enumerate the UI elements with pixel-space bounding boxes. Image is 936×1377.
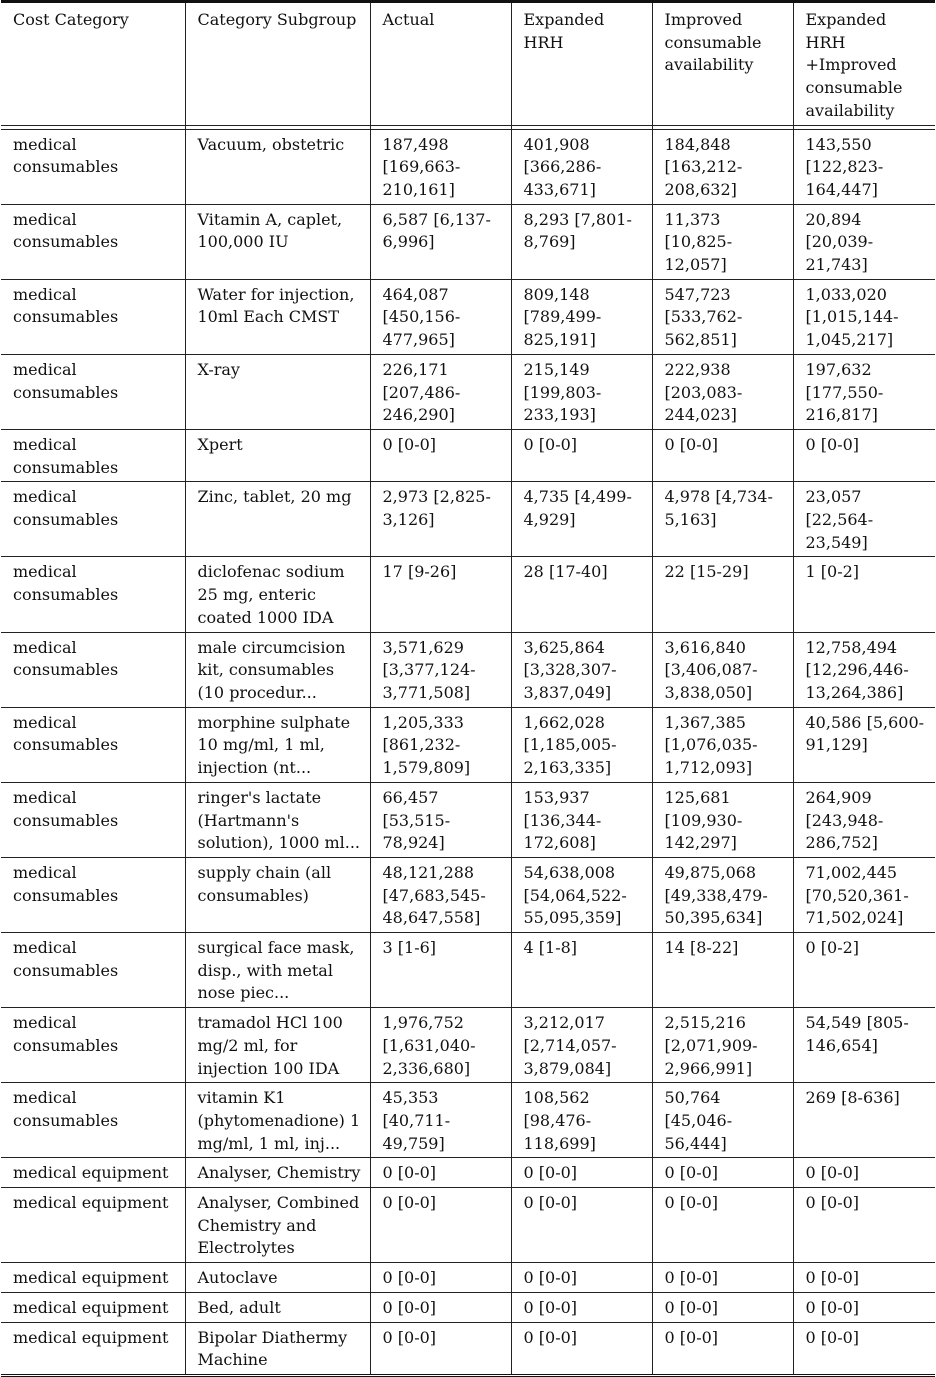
- cell-category-subgroup: male circumcision kit, consumables (10 procedur...: [185, 632, 370, 707]
- cell-category-subgroup: Bipolar Diathermy Machine: [185, 1322, 370, 1375]
- cell-expanded-hrh: 8,293 [7,801-8,769]: [511, 204, 652, 279]
- cell-cost-category: medical consumables: [1, 782, 185, 857]
- cell-actual: 0 [0-0]: [370, 1158, 511, 1188]
- cell-expanded-hrh: 1,662,028 [1,185,005-2,163,335]: [511, 707, 652, 782]
- cell-improved-consumable-availability: 50,764 [45,046-56,444]: [652, 1083, 793, 1158]
- cell-expanded-hrh: 0 [0-0]: [511, 429, 652, 481]
- cell-expanded-hrh: 401,908 [366,286-433,671]: [511, 129, 652, 204]
- cell-category-subgroup: vitamin K1 (phytomenadione) 1 mg/ml, 1 ml, inj...: [185, 1083, 370, 1158]
- table-row: [1, 933, 935, 1008]
- cell-cost-category: medical consumables: [1, 933, 185, 1008]
- table-row: [1, 1322, 935, 1375]
- cell-expanded-hrh-improved-consumable-availability: 40,586 [5,600-91,129]: [793, 707, 935, 782]
- cell-cost-category: medical consumables: [1, 707, 185, 782]
- table-row: [1, 1008, 935, 1083]
- cell-cost-category: medical consumables: [1, 1083, 185, 1158]
- cell-expanded-hrh: 108,562 [98,476-118,699]: [511, 1083, 652, 1158]
- cell-expanded-hrh: 215,149 [199,803-233,193]: [511, 354, 652, 429]
- cell-expanded-hrh-improved-consumable-availability: 0 [0-0]: [793, 429, 935, 481]
- cell-actual: 17 [9-26]: [370, 557, 511, 632]
- cell-cost-category: medical consumables: [1, 279, 185, 354]
- header-actual: Actual: [370, 2, 511, 126]
- cell-expanded-hrh-improved-consumable-availability: 71,002,445 [70,520,361-71,502,024]: [793, 857, 935, 932]
- cell-actual: 2,973 [2,825-3,126]: [370, 482, 511, 557]
- header-row: [1, 2, 935, 126]
- table-row: [1, 1158, 935, 1188]
- cell-expanded-hrh-improved-consumable-availability: 0 [0-2]: [793, 933, 935, 1008]
- cell-expanded-hrh-improved-consumable-availability: 197,632 [177,550-216,817]: [793, 354, 935, 429]
- cell-category-subgroup: Autoclave: [185, 1263, 370, 1293]
- cell-category-subgroup: Vitamin A, caplet, 100,000 IU: [185, 204, 370, 279]
- cell-category-subgroup: Vacuum, obstetric: [185, 129, 370, 204]
- cell-expanded-hrh-improved-consumable-availability: 54,549 [805-146,654]: [793, 1008, 935, 1083]
- cell-expanded-hrh: 54,638,008 [54,064,522-55,095,359]: [511, 857, 652, 932]
- cell-expanded-hrh-improved-consumable-availability: 0 [0-0]: [793, 1188, 935, 1263]
- cell-expanded-hrh: 4 [1-8]: [511, 933, 652, 1008]
- cell-expanded-hrh-improved-consumable-availability: 23,057 [22,564-23,549]: [793, 482, 935, 557]
- cell-improved-consumable-availability: 22 [15-29]: [652, 557, 793, 632]
- cell-actual: 0 [0-0]: [370, 1188, 511, 1263]
- cell-cost-category: medical consumables: [1, 204, 185, 279]
- cell-improved-consumable-availability: 3,616,840 [3,406,087-3,838,050]: [652, 632, 793, 707]
- cell-expanded-hrh: 0 [0-0]: [511, 1322, 652, 1375]
- cell-improved-consumable-availability: 14 [8-22]: [652, 933, 793, 1008]
- cell-expanded-hrh: 0 [0-0]: [511, 1188, 652, 1263]
- table-row: [1, 1083, 935, 1158]
- cell-expanded-hrh-improved-consumable-availability: 269 [8-636]: [793, 1083, 935, 1158]
- cell-expanded-hrh-improved-consumable-availability: 1,033,020 [1,015,144-1,045,217]: [793, 279, 935, 354]
- cell-actual: 66,457 [53,515-78,924]: [370, 782, 511, 857]
- cell-expanded-hrh: 3,212,017 [2,714,057-3,879,084]: [511, 1008, 652, 1083]
- cell-expanded-hrh-improved-consumable-availability: 0 [0-0]: [793, 1263, 935, 1293]
- cell-expanded-hrh-improved-consumable-availability: 0 [0-0]: [793, 1322, 935, 1375]
- cell-expanded-hrh-improved-consumable-availability: 0 [0-0]: [793, 1292, 935, 1322]
- cell-category-subgroup: Analyser, Combined Chemistry and Electrolytes: [185, 1188, 370, 1263]
- cell-category-subgroup: morphine sulphate 10 mg/ml, 1 ml, injection (nt...: [185, 707, 370, 782]
- table-row: [1, 557, 935, 632]
- cell-expanded-hrh: 3,625,864 [3,328,307-3,837,049]: [511, 632, 652, 707]
- table-row: [1, 482, 935, 557]
- cell-actual: 464,087 [450,156-477,965]: [370, 279, 511, 354]
- table-header: [1, 2, 935, 130]
- cell-actual: 3 [1-6]: [370, 933, 511, 1008]
- cell-cost-category: medical equipment: [1, 1263, 185, 1293]
- cell-actual: 0 [0-0]: [370, 429, 511, 481]
- cell-improved-consumable-availability: 0 [0-0]: [652, 1322, 793, 1375]
- header-improved-consumable-availability: Improved consumable availability: [652, 2, 793, 126]
- cell-actual: 187,498 [169,663-210,161]: [370, 129, 511, 204]
- cell-expanded-hrh-improved-consumable-availability: 12,758,494 [12,296,446-13,264,386]: [793, 632, 935, 707]
- header-expanded-hrh: Expanded HRH: [511, 2, 652, 126]
- cell-improved-consumable-availability: 0 [0-0]: [652, 1292, 793, 1322]
- cell-cost-category: medical consumables: [1, 1008, 185, 1083]
- cell-cost-category: medical equipment: [1, 1322, 185, 1375]
- cell-actual: 0 [0-0]: [370, 1263, 511, 1293]
- table-row: [1, 279, 935, 354]
- cell-expanded-hrh: 0 [0-0]: [511, 1158, 652, 1188]
- table-row: [1, 857, 935, 932]
- cell-category-subgroup: ringer's lactate (Hartmann's solution), 1000 ml...: [185, 782, 370, 857]
- cell-actual: 1,205,333 [861,232-1,579,809]: [370, 707, 511, 782]
- cell-cost-category: medical consumables: [1, 857, 185, 932]
- cell-actual: 48,121,288 [47,683,545-48,647,558]: [370, 857, 511, 932]
- cell-cost-category: medical consumables: [1, 557, 185, 632]
- cell-category-subgroup: surgical face mask, disp., with metal nose piec...: [185, 933, 370, 1008]
- cell-improved-consumable-availability: 222,938 [203,083-244,023]: [652, 354, 793, 429]
- cell-expanded-hrh: 28 [17-40]: [511, 557, 652, 632]
- cell-actual: 45,353 [40,711-49,759]: [370, 1083, 511, 1158]
- cell-actual: 1,976,752 [1,631,040-2,336,680]: [370, 1008, 511, 1083]
- table-row: [1, 354, 935, 429]
- cell-actual: 3,571,629 [3,377,124-3,771,508]: [370, 632, 511, 707]
- table-row: [1, 1263, 935, 1293]
- table-row: [1, 204, 935, 279]
- cell-category-subgroup: Analyser, Chemistry: [185, 1158, 370, 1188]
- cell-category-subgroup: Water for injection, 10ml Each CMST: [185, 279, 370, 354]
- cell-improved-consumable-availability: 49,875,068 [49,338,479-50,395,634]: [652, 857, 793, 932]
- table-row: [1, 1188, 935, 1263]
- cell-actual: 0 [0-0]: [370, 1322, 511, 1375]
- cell-expanded-hrh-improved-consumable-availability: 143,550 [122,823-164,447]: [793, 129, 935, 204]
- cell-cost-category: medical equipment: [1, 1188, 185, 1263]
- cell-expanded-hrh: 153,937 [136,344-172,608]: [511, 782, 652, 857]
- cell-cost-category: medical consumables: [1, 632, 185, 707]
- cell-expanded-hrh: 4,735 [4,499-4,929]: [511, 482, 652, 557]
- header-expanded-hrh-improved-consumable-availability: Expanded HRH +Improved consumable availability: [793, 2, 935, 126]
- cell-category-subgroup: tramadol HCl 100 mg/2 ml, for injection 100 IDA: [185, 1008, 370, 1083]
- cell-cost-category: medical consumables: [1, 429, 185, 481]
- cell-actual: 226,171 [207,486-246,290]: [370, 354, 511, 429]
- cell-actual: 6,587 [6,137-6,996]: [370, 204, 511, 279]
- cell-cost-category: medical consumables: [1, 129, 185, 204]
- table-row: [1, 782, 935, 857]
- table-row: [1, 429, 935, 481]
- cell-cost-category: medical consumables: [1, 354, 185, 429]
- cell-category-subgroup: Bed, adult: [185, 1292, 370, 1322]
- table-body: [1, 129, 935, 1375]
- cell-improved-consumable-availability: 184,848 [163,212-208,632]: [652, 129, 793, 204]
- cell-improved-consumable-availability: 547,723 [533,762-562,851]: [652, 279, 793, 354]
- cell-category-subgroup: Zinc, tablet, 20 mg: [185, 482, 370, 557]
- cell-expanded-hrh: 0 [0-0]: [511, 1263, 652, 1293]
- cell-cost-category: medical consumables: [1, 482, 185, 557]
- cell-category-subgroup: diclofenac sodium 25 mg, enteric coated 1000 IDA: [185, 557, 370, 632]
- table-row: [1, 707, 935, 782]
- header-category-subgroup: Category Subgroup: [185, 2, 370, 126]
- cell-improved-consumable-availability: 0 [0-0]: [652, 1263, 793, 1293]
- cell-expanded-hrh-improved-consumable-availability: 1 [0-2]: [793, 557, 935, 632]
- cell-category-subgroup: Xpert: [185, 429, 370, 481]
- cell-improved-consumable-availability: 4,978 [4,734-5,163]: [652, 482, 793, 557]
- cell-category-subgroup: X-ray: [185, 354, 370, 429]
- table-row: [1, 1292, 935, 1322]
- cell-expanded-hrh: 0 [0-0]: [511, 1292, 652, 1322]
- cell-improved-consumable-availability: 0 [0-0]: [652, 429, 793, 481]
- cell-actual: 0 [0-0]: [370, 1292, 511, 1322]
- cell-improved-consumable-availability: 0 [0-0]: [652, 1188, 793, 1263]
- cell-improved-consumable-availability: 11,373 [10,825-12,057]: [652, 204, 793, 279]
- cell-improved-consumable-availability: 0 [0-0]: [652, 1158, 793, 1188]
- cell-cost-category: medical equipment: [1, 1292, 185, 1322]
- cell-improved-consumable-availability: 1,367,385 [1,076,035-1,712,093]: [652, 707, 793, 782]
- cell-expanded-hrh-improved-consumable-availability: 264,909 [243,948-286,752]: [793, 782, 935, 857]
- cell-improved-consumable-availability: 125,681 [109,930-142,297]: [652, 782, 793, 857]
- cell-improved-consumable-availability: 2,515,216 [2,071,909-2,966,991]: [652, 1008, 793, 1083]
- table-row: [1, 129, 935, 204]
- cell-cost-category: medical equipment: [1, 1158, 185, 1188]
- table-row: [1, 632, 935, 707]
- cell-expanded-hrh-improved-consumable-availability: 20,894 [20,039-21,743]: [793, 204, 935, 279]
- cell-category-subgroup: supply chain (all consumables): [185, 857, 370, 932]
- cell-expanded-hrh: 809,148 [789,499-825,191]: [511, 279, 652, 354]
- header-cost-category: Cost Category: [1, 2, 185, 126]
- cell-expanded-hrh-improved-consumable-availability: 0 [0-0]: [793, 1158, 935, 1188]
- cost-table: [1, 0, 935, 1377]
